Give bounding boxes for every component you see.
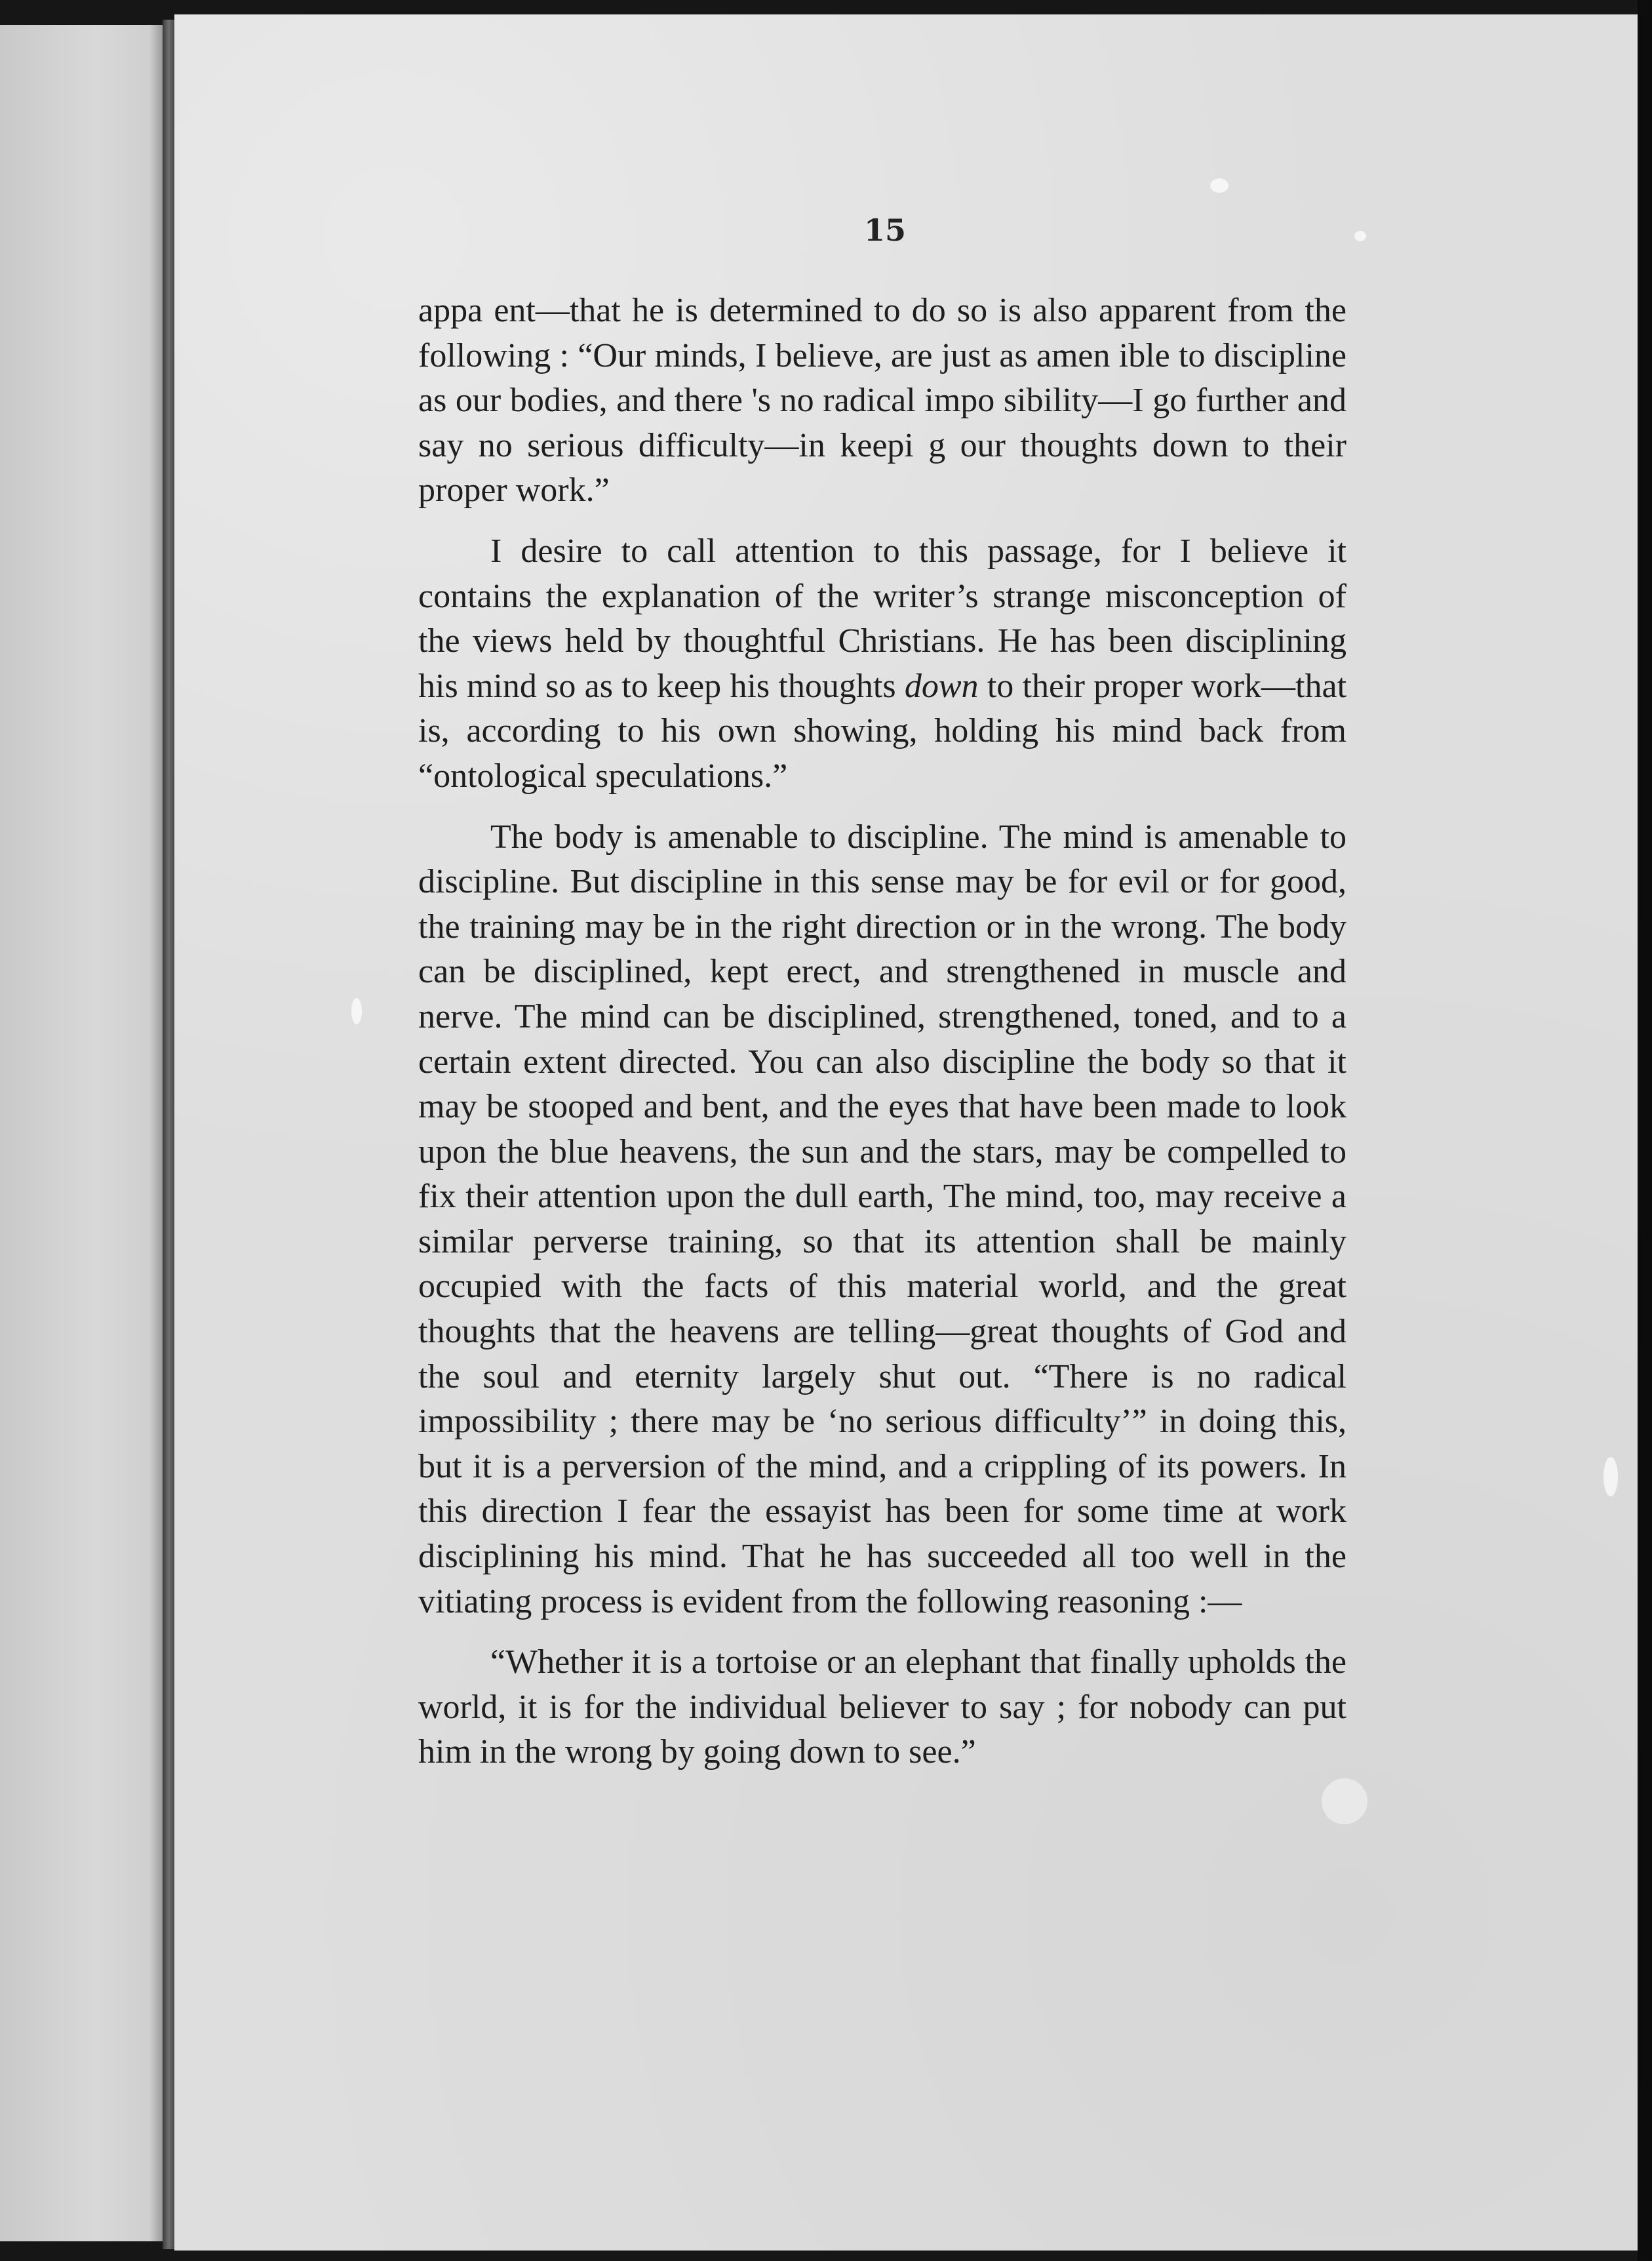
scan-edge-shadow — [1638, 0, 1652, 2261]
paragraph-text: I desire to call attention to this passage, for I believe it contains the explanation of the writer’s strange misconception of the views held by thoughtful Christians. He has been disciplining his mind so as to keep his thoughts — [418, 532, 1347, 705]
paragraph: The body is amenable to discipline. The mind is amenable to discipline. But discipline in this sense may be for evil or for good, the training may be in the right direction or in the wrong. The body can be disciplined, kept erect, and strengthened in muscle and nerve. The mind can be disciplined, strengthened, toned, and to a certain extent directed. You can also discipline the body so that it may be stooped and bent, and the eyes that have been made to look upon the blue heavens, the sun and the stars, may be compelled to fix their attention upon the dull earth, The mind, too, may receive a similar perverse training, so that its attention shall be mainly occupied with the facts of this material world, and the great thoughts that the heavens are telling—great thoughts of God and the soul and eternity largely shut out. “There is no radical impossibility ; there may be ‘no serious difficulty’” in doing this, but it is a perversion of the mind, and a crippling of its powers. In this direction I fear the essayist has been for some time at work disciplining his mind. That he has succeeded all too well in the vitiating process is evident from the following reasoning :— — [418, 818, 1347, 1620]
facing-page-edge — [0, 25, 163, 2241]
quotation-paragraph: “Whether it is a tortoise or an elephant that finally upholds the world, it is for the individual believer to say ; for nobody can put him in the wrong by going down to see.” — [418, 1643, 1347, 1771]
paragraph — [418, 529, 1347, 799]
paragraph-text: to their proper work—that is, according to his own showing, holding his mind back from “ontological speculations.” — [418, 667, 1347, 795]
page-body-text — [418, 289, 1347, 1775]
book-gutter — [163, 20, 174, 2249]
paper-speck — [1354, 231, 1366, 241]
paragraph: appa ent—that he is determined to do so is also apparent from the following : “Our minds, I believe, are just as amen ible to discipline as our bodies, and there 's no radical impo sibility—I go further and say no serious difficulty—in keepi g our thoughts down to their proper work.” — [418, 292, 1347, 510]
paper-speck — [1322, 1778, 1367, 1824]
paper-speck — [1603, 1457, 1618, 1496]
page-number: 15 — [863, 212, 906, 248]
paper-speck — [1210, 178, 1229, 193]
paper-speck — [351, 998, 362, 1024]
italic-word: down — [904, 667, 979, 705]
